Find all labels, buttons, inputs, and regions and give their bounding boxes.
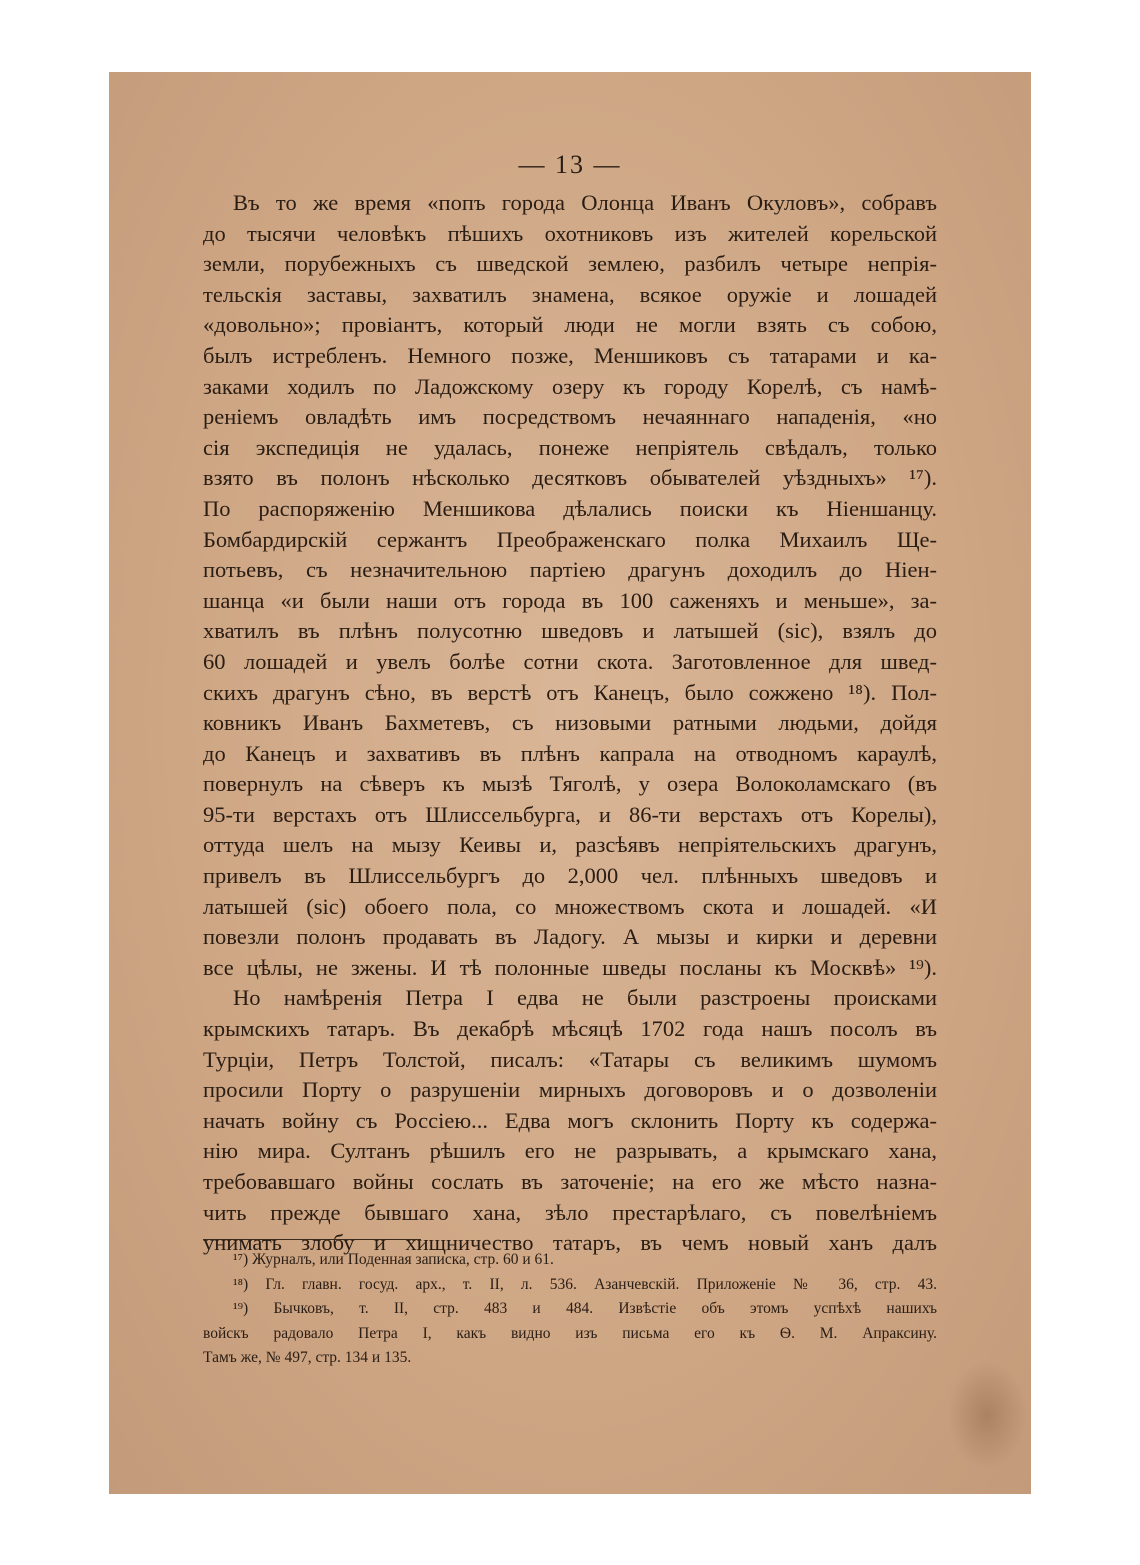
text-line: чить прежде бывшаго хана, зѣло престарѣлаго, съ повелѣніемъ (203, 1199, 937, 1225)
text-line: сія экспедиція не удалась, понеже непріятель свѣдалъ, только (203, 434, 937, 460)
footnote-divider (203, 1239, 421, 1240)
text-line: ковникъ Иванъ Бахметевъ, съ низовыми ратными людьми, дойдя (203, 710, 937, 736)
text-line: просили Порту о разрушеніи мирныхъ договоровъ и о дозволеніи (203, 1077, 937, 1103)
text-line: шанца «и были наши отъ города въ 100 саженяхъ и меньше», за- (203, 587, 937, 613)
footnote-line: ¹⁸) Гл. главн. госуд. арх., т. II, л. 536. Азанчевскій. Приложеніе № 36, стр. 43. (233, 1275, 937, 1293)
text-line: потьевъ, съ незначительною партіею драгунъ доходилъ до Ніен- (203, 557, 937, 583)
text-line: унимать злобу и хищничество татаръ, въ чемъ новый ханъ далъ (203, 1230, 937, 1256)
text-line: заками ходилъ по Ладожскому озеру къ городу Корелѣ, съ намѣ- (203, 373, 937, 399)
text-line: Но намѣренія Петра I едва не были разстроены происками (233, 985, 937, 1011)
text-line: скихъ драгунъ сѣно, въ верстѣ отъ Канецъ, было сожжено ¹⁸). Пол- (203, 679, 937, 705)
text-line: латышей (sic) обоего пола, со множествомъ скота и лошадей. «И (203, 893, 937, 919)
page-number: — 13 — (518, 150, 622, 179)
text-line: начать войну съ Россіею... Едва могъ склонить Порту къ содержа- (203, 1107, 937, 1133)
text-line: Въ то же время «попъ города Олонца Иванъ Окуловъ», собравъ (233, 190, 937, 215)
footnote-line: ¹⁹) Бычковъ, т. II, стр. 483 и 484. Извѣстіе объ этомъ успѣхѣ нашихъ (233, 1300, 937, 1318)
body-text (203, 188, 937, 1259)
text-line: нію мира. Султанъ рѣшилъ его не разрывать, а крымскаго хана, (203, 1138, 937, 1164)
text-line: По распоряженію Меншикова дѣлались поиски къ Ніеншанцу. (203, 495, 937, 521)
footnote-line: ¹⁷) Журналъ, или Поденная записка, стр. 60 и 61. (233, 1251, 554, 1268)
text-line: взято въ полонъ нѣсколько десятковъ обывателей уѣздныхъ» ¹⁷). (203, 465, 937, 491)
text-line: до Канецъ и захвативъ въ плѣнъ капрала на отводномъ караулѣ, (203, 740, 937, 766)
footnotes (203, 1248, 937, 1371)
text-line: реніемъ овладѣть имъ посредствомъ нечаяннаго нападенія, «но (203, 404, 937, 430)
footnote-line: войскъ радовало Петра I, какъ видно изъ письма его къ Ѳ. М. Апраксину. (203, 1324, 937, 1342)
text-line: 95-ти верстахъ отъ Шлиссельбурга, и 86-ти верстахъ отъ Корелы), (203, 801, 937, 827)
text-line: привелъ въ Шлиссельбургъ до 2,000 чел. плѣнныхъ шведовъ и (203, 863, 937, 889)
footnote-line: Тамъ же, № 497, стр. 134 и 135. (203, 1349, 412, 1367)
text-line: требовавшаго войны сослать въ заточеніе; на его же мѣсто назна- (203, 1169, 937, 1194)
text-line: земли, порубежныхъ съ шведской землею, разбилъ четыре непрія- (203, 251, 937, 277)
text-line: все цѣлы, не зжены. И тѣ полонные шведы посланы къ Москвѣ» ¹⁹). (203, 954, 937, 980)
text-line: Турціи, Петръ Толстой, писалъ: «Татары съ великимъ шумомъ (203, 1046, 937, 1072)
text-line: Бомбардирскій сержантъ Преображенскаго полка Михаилъ Ще- (203, 526, 937, 552)
text-line: крымскихъ татаръ. Въ декабрѣ мѣсяцѣ 1702 года нашъ посолъ въ (203, 1016, 937, 1042)
text-line: тельскія заставы, захватилъ знамена, всякое оружіе и лошадей (203, 281, 937, 307)
text-line: повернулъ на сѣверъ къ мызѣ Тяголѣ, у озера Волоколамскаго (въ (203, 771, 937, 797)
text-line: 60 лошадей и увелъ болѣе сотни скота. Заготовленное для швед- (203, 648, 937, 674)
text-line: «довольно»; провіантъ, который люди не могли взять съ собою, (203, 312, 937, 338)
paper-stain (947, 1360, 1027, 1470)
text-line: оттуда шелъ на мызу Кеивы и, разсѣявъ непріятельскихъ драгунъ, (203, 832, 937, 858)
book-page (109, 72, 1031, 1494)
text-line: до тысячи человѣкъ пѣшихъ охотниковъ изъ жителей корельской (203, 220, 937, 246)
text-line: повезли полонъ продавать въ Ладогу. А мызы и кирки и деревни (203, 924, 937, 950)
text-line: былъ истребленъ. Немного позже, Меншиковъ съ татарами и ка- (203, 342, 937, 368)
text-line: хватилъ въ плѣнъ полусотню шведовъ и латышей (sic), взялъ до (203, 618, 937, 644)
